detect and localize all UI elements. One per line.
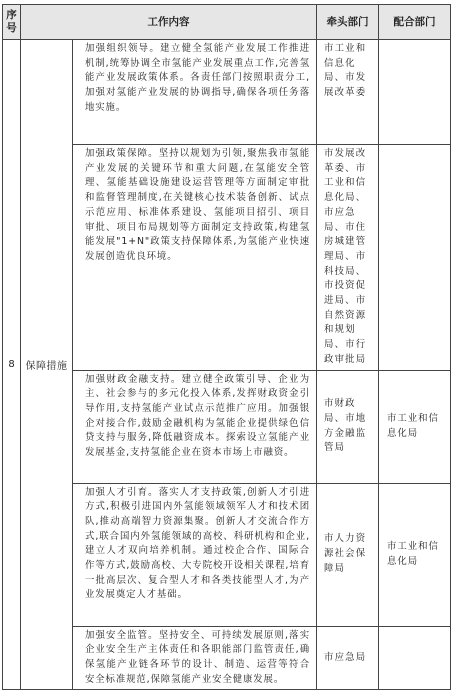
work-content: 加强政策保障。坚持以规划为引领,聚焦我市氢能产业发展的关键环节和重大问题,在氢能安全管理、氢能基础设施建设运营管理等方面制定审批和监督管理制度,在关键核心技术装备创新、试点示范应用、标准体系建设、氢能项目招引、项目审批、项目布局规划等方面制定支持政策,构建氢能发展"1+N"政策支持保障体系,为氢能产业快速发展创造优良环境。 xyxy=(73,145,317,371)
coop-department: 市工业和信息化局 xyxy=(379,483,451,626)
header-work: 工作内容 xyxy=(21,5,317,40)
coop-department xyxy=(379,40,451,145)
work-content: 加强财政金融支持。建立健全政策引导、企业为主、社会参与的多元化投入体系,发挥财政资金引导作用,支持氢能产业试点示范推广应用。加强银企对接合作,鼓励金融机构为氢能企业提供绿色信贷支持与服务,降低融资成本。探索设立氢能产业发展基金,支持氢能企业在资本市场上市融资。 xyxy=(73,370,317,483)
coop-department: 市工业和信息化局 xyxy=(379,370,451,483)
lead-department: 市工业和信息化局、市发展改革委 xyxy=(317,40,379,145)
category-cell: 保障措施 xyxy=(21,40,73,690)
work-content: 加强组织领导。建立健全氢能产业发展工作推进机制,统筹协调全市氢能产业发展重点工作,完善氢能产业发展政策体系。各责任部门按照职责分工,加强对氢能产业发展的协调指导,确保各项任务落地实施。 xyxy=(73,40,317,145)
header-row xyxy=(3,5,451,40)
header-no: 序号 xyxy=(3,5,21,40)
work-content: 加强人才引育。落实人才支持政策,创新人才引进方式,积极引进国内外氢能领域领军人才和技术团队,推动高端智力资源集聚。创新人才交流合作方式,联合国内外氢能领域的高校、科研机构和企业,建立人才双向培养机制。通过校企合作、国际合作等方式,鼓励高校、大专院校开设相关课程,培育一批高层次、复合型人才和各类技能型人才,为产业发展奠定人才基础。 xyxy=(73,483,317,626)
row-number: 8 xyxy=(3,40,21,690)
table-row xyxy=(3,40,451,145)
work-content: 加强安全监管。坚持安全、可持续发展原则,落实企业安全生产主体责任和各职能部门监管责任,确保氢能产业链各环节的设计、制造、运营等符合安全标准规范,保障氢能产业安全健康发展。 xyxy=(73,626,317,690)
coop-department xyxy=(379,145,451,371)
lead-department: 市应急局 xyxy=(317,626,379,690)
coop-department xyxy=(379,626,451,690)
lead-department: 市财政局、市地方金融监管局 xyxy=(317,370,379,483)
header-coop: 配合部门 xyxy=(379,5,451,40)
task-table xyxy=(2,4,451,690)
lead-department: 市发展改革委、市工业和信息化局、市应急局、市住房城建管理局、市科技局、市投资促进局、市自然资源和规划局、市行政审批局 xyxy=(317,145,379,371)
lead-department: 市人力资源社会保障局 xyxy=(317,483,379,626)
header-lead: 牵头部门 xyxy=(317,5,379,40)
